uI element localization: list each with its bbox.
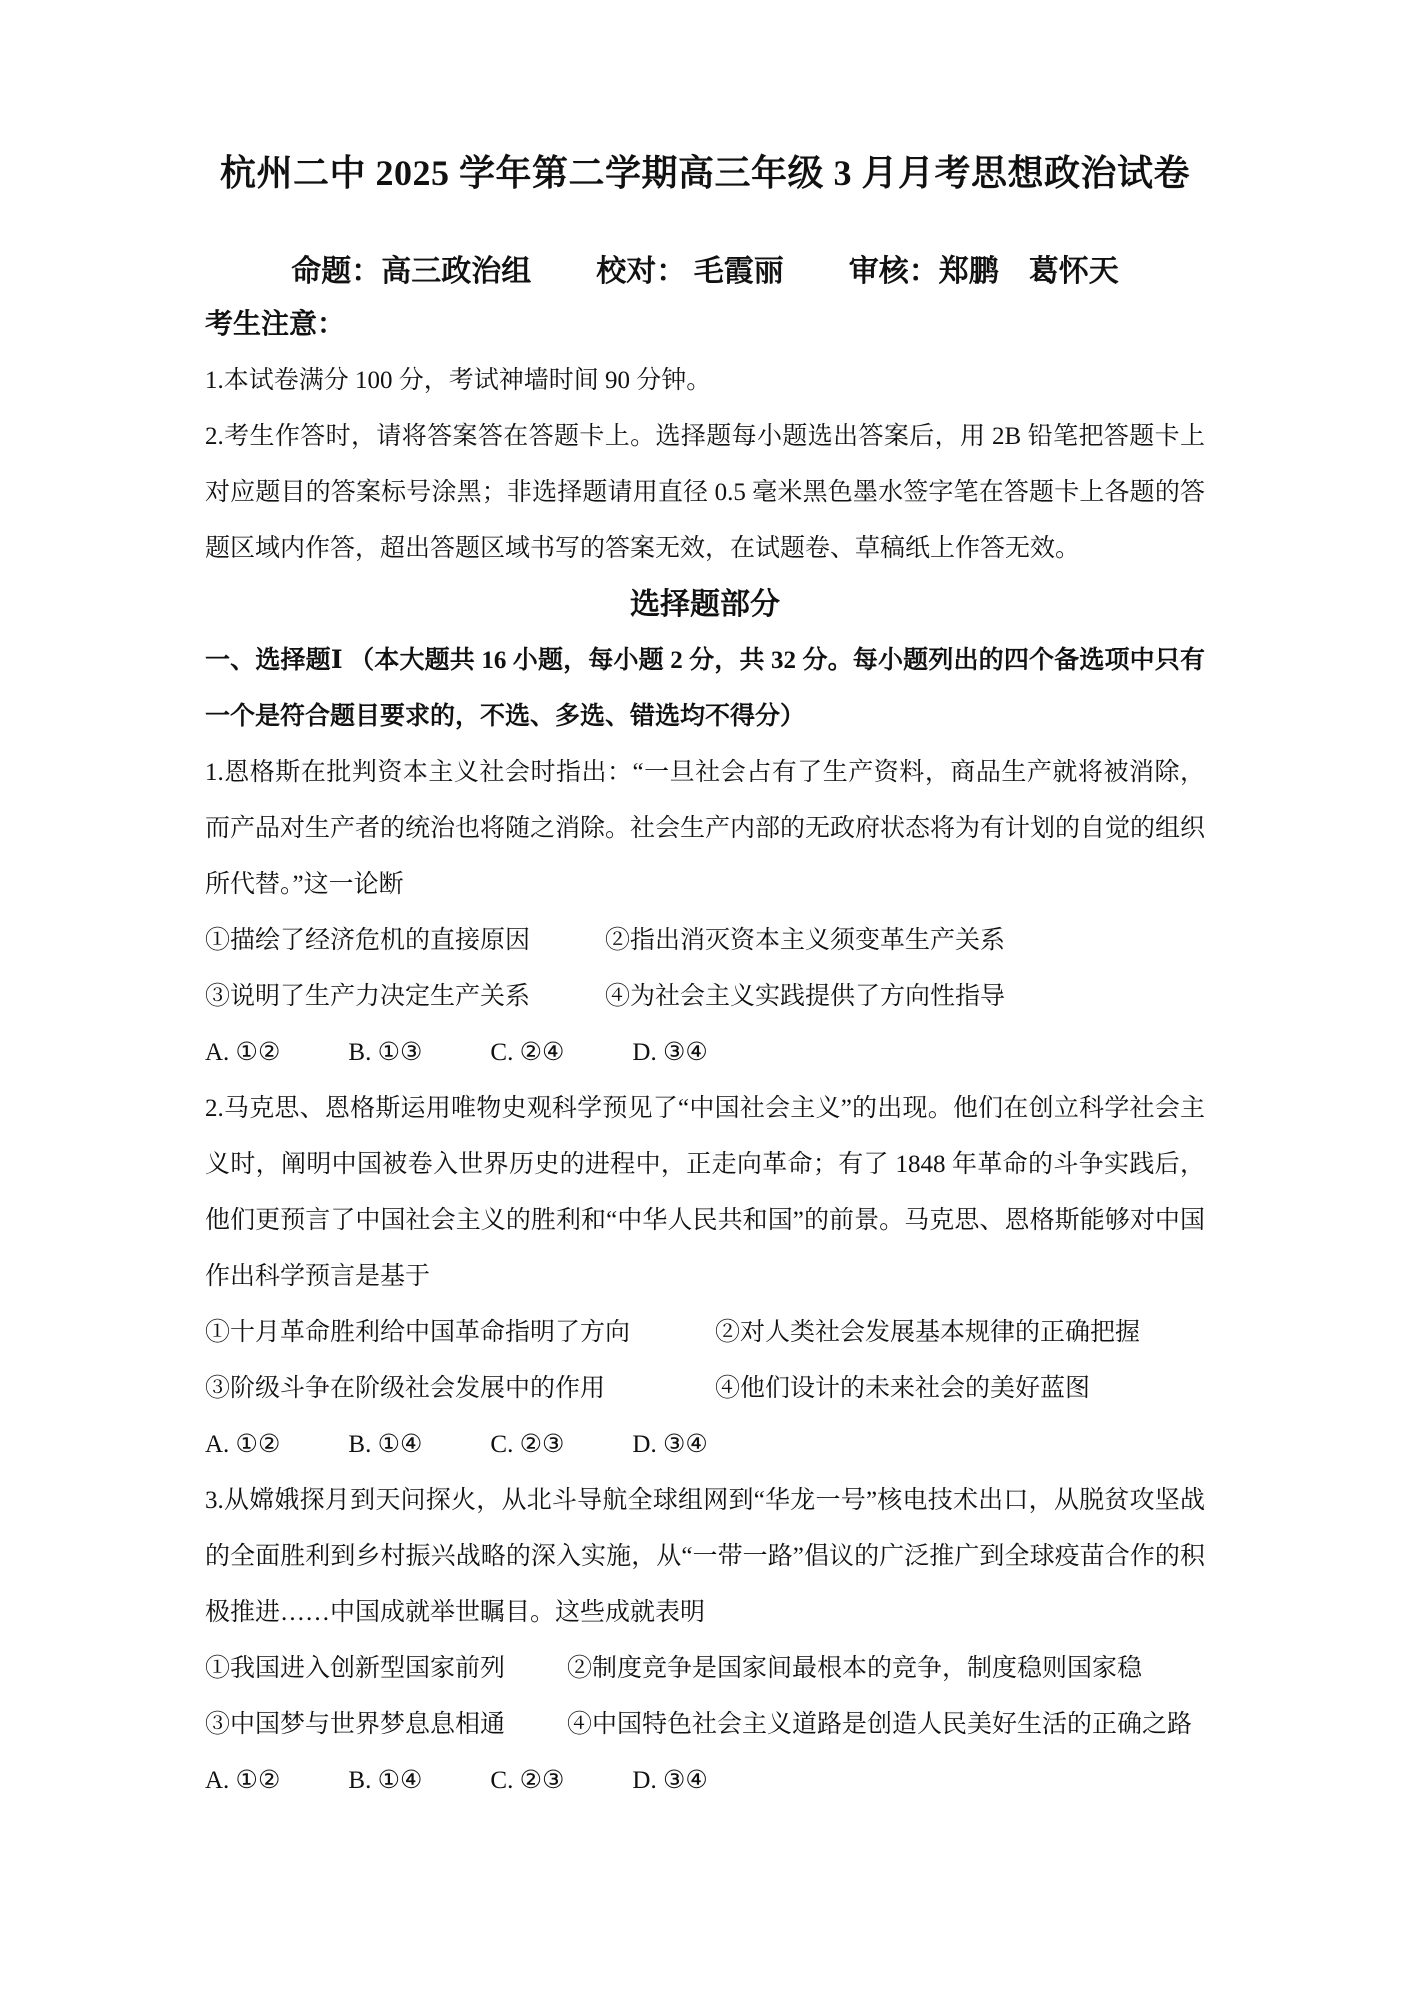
question-1	[205, 745, 1205, 1081]
option-b: B. ①④	[348, 1767, 423, 1794]
option-a: A. ①②	[205, 1767, 281, 1794]
question-1-choice-row-2	[205, 969, 1205, 1025]
choice-1: ①我国进入创新型国家前列	[205, 1655, 506, 1682]
question-3-stem: 3.从嫦娥探月到天问探火，从北斗导航全球组网到“华龙一号”核电技术出口，从脱贫攻坚战的全面胜利到乡村振兴战略的深入实施，从“一带一路”倡议的广泛推广到全球疫苗合作的积极推进……中国成就举世瞩目。这些成就表明	[205, 1487, 1205, 1626]
question-2	[205, 1081, 1205, 1473]
option-c: C. ②③	[490, 1431, 565, 1458]
notice-item-2: 2.考生作答时，请将答案答在答题卡上。选择题每小题选出答案后，用 2B 铅笔把答题卡上对应题目的答案标号涂黑；非选择题请用直径 0.5 毫米黑色墨水签字笔在答题卡上各题的答题区域内作答，超出答题区域书写的答案无效，在试题卷、草稿纸上作答无效。	[205, 423, 1205, 562]
section-heading: 选择题部分	[630, 588, 780, 621]
byline-reviewer: 审核：郑鹏 葛怀天	[848, 255, 1119, 288]
question-2-answer-options	[205, 1417, 1205, 1473]
page-title: 杭州二中 2025 学年第二学期高三年级 3 月月考思想政治试卷	[219, 153, 1190, 193]
choice-1: ①描绘了经济危机的直接原因	[205, 927, 531, 954]
part1-intro: 一、选择题Ⅰ （本大题共 16 小题，每小题 2 分，共 32 分。每小题列出的四个备选项中只有一个是符合题目要求的，不选、多选、错选均不得分）	[205, 647, 1205, 730]
question-3-choice-row-1	[205, 1641, 1205, 1697]
choice-1: ①十月革命胜利给中国革命指明了方向	[205, 1319, 631, 1346]
option-a: A. ①②	[205, 1431, 281, 1458]
notice-item-1: 1.本试卷满分 100 分，考试神墙时间 90 分钟。	[205, 367, 712, 394]
choice-4: ④为社会主义实践提供了方向性指导	[605, 983, 1006, 1010]
option-b: B. ①④	[348, 1431, 423, 1458]
question-1-answer-options	[205, 1025, 1205, 1081]
notice-heading: 考生注意：	[205, 309, 346, 340]
question-2-stem: 2.马克思、恩格斯运用唯物史观科学预见了“中国社会主义”的出现。他们在创立科学社会主义时，阐明中国被卷入世界历史的进程中，正走向革命；有了 1848 年革命的斗争实践后，他们更预言了中国社会主义的胜利和“中华人民共和国”的前景。马克思、恩格斯能够对中国作出科学预言是基于	[205, 1095, 1205, 1290]
choice-2: ②制度竞争是国家间最根本的竞争，制度稳则国家稳	[567, 1655, 1143, 1682]
byline-setter: 命题：高三政治组	[291, 255, 532, 288]
option-a: A. ①②	[205, 1039, 281, 1066]
question-3-choice-row-2	[205, 1697, 1205, 1753]
choice-3: ③说明了生产力决定生产关系	[205, 983, 531, 1010]
question-3	[205, 1473, 1205, 1809]
choice-4: ④他们设计的未来社会的美好蓝图	[715, 1375, 1091, 1402]
question-2-choice-row-1	[205, 1305, 1205, 1361]
question-1-stem: 1.恩格斯在批判资本主义社会时指出：“一旦社会占有了生产资料，商品生产就将被消除，而产品对生产者的统治也将随之消除。社会生产内部的无政府状态将为有计划的自觉的组织所代替。”这一论断	[205, 759, 1206, 898]
option-b: B. ①③	[348, 1039, 423, 1066]
question-2-choice-row-2	[205, 1361, 1205, 1417]
option-c: C. ②③	[490, 1767, 565, 1794]
choice-2: ②对人类社会发展基本规律的正确把握	[715, 1319, 1141, 1346]
option-d: D. ③④	[632, 1767, 708, 1794]
choice-3: ③中国梦与世界梦息息相通	[205, 1711, 506, 1738]
option-d: D. ③④	[632, 1431, 708, 1458]
option-c: C. ②④	[490, 1039, 565, 1066]
choice-4: ④中国特色社会主义道路是创造人民美好生活的正确之路	[567, 1711, 1193, 1738]
question-3-answer-options	[205, 1753, 1205, 1809]
choice-3: ③阶级斗争在阶级社会发展中的作用	[205, 1375, 606, 1402]
byline-proofreader: 校对： 毛霞丽	[596, 255, 784, 288]
question-1-choice-row-1	[205, 913, 1205, 969]
choice-2: ②指出消灭资本主义须变革生产关系	[605, 927, 1006, 954]
byline	[205, 255, 1205, 289]
option-d: D. ③④	[632, 1039, 708, 1066]
